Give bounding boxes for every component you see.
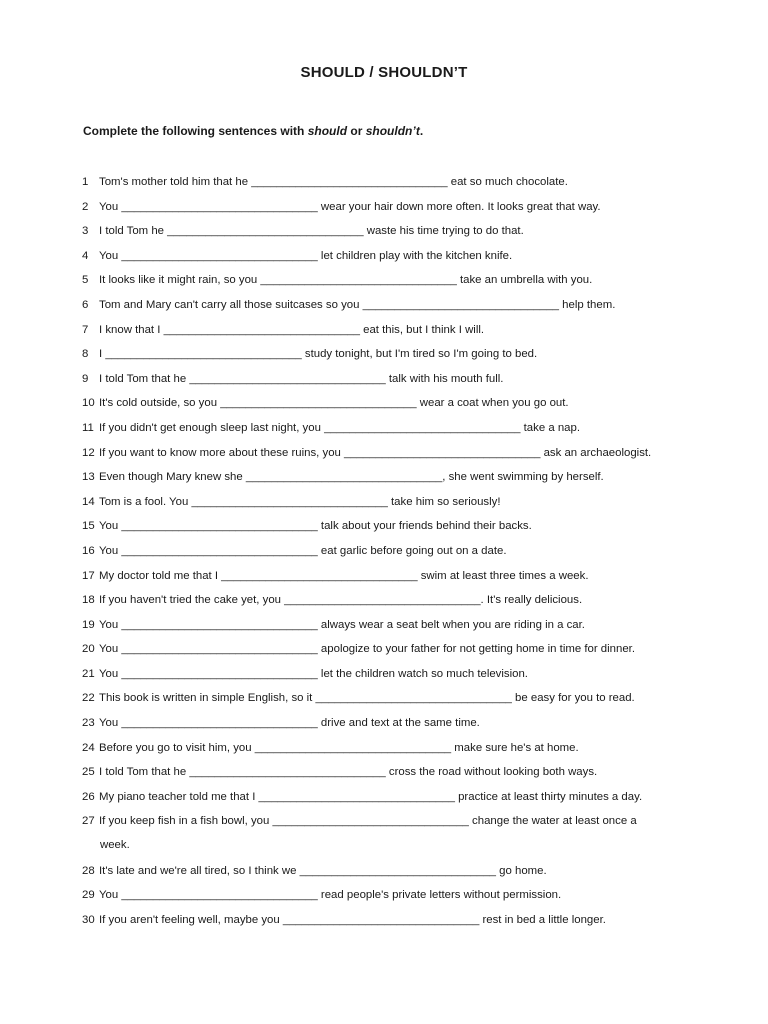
sentence-text: If you haven't tried the cake yet, you _______________________________. It's really delicious. bbox=[99, 594, 583, 607]
sentence-item bbox=[82, 715, 702, 740]
sentence-item bbox=[82, 494, 702, 519]
sentence-item bbox=[82, 174, 702, 199]
sentence-continuation: week. bbox=[100, 839, 130, 852]
sentence-item bbox=[82, 248, 702, 273]
sentence-number: 18 bbox=[82, 594, 95, 607]
sentence-text: Even though Mary knew she _______________________________, she went swimming by herself. bbox=[99, 471, 604, 484]
sentence-number: 25 bbox=[82, 766, 95, 779]
sentence-item bbox=[82, 690, 702, 715]
sentence-text: I know that I _______________________________ eat this, but I think I will. bbox=[99, 323, 485, 336]
sentence-number: 19 bbox=[82, 618, 95, 631]
instruction-word-should: should bbox=[307, 124, 348, 138]
sentence-item bbox=[82, 887, 702, 912]
sentence-text: If you aren't feeling well, maybe you _______________________________ rest in bed a little longer. bbox=[99, 913, 606, 926]
sentence-item bbox=[82, 912, 702, 937]
instruction-suffix: . bbox=[419, 124, 424, 138]
sentence-item bbox=[82, 518, 702, 543]
sentence-text: You _______________________________ talk about your friends behind their backs. bbox=[99, 520, 532, 533]
sentence-item bbox=[82, 420, 702, 445]
sentence-number: 22 bbox=[82, 692, 95, 705]
sentence-number: 4 bbox=[82, 249, 89, 262]
sentence-number: 6 bbox=[82, 298, 89, 311]
sentence-number: 20 bbox=[82, 643, 95, 656]
sentence-number: 9 bbox=[82, 372, 89, 385]
sentence-item bbox=[82, 199, 702, 224]
sentence-text: It looks like it might rain, so you _______________________________ take an umbrella with you. bbox=[99, 274, 593, 287]
sentence-number: 28 bbox=[82, 864, 95, 877]
sentence-number: 14 bbox=[82, 495, 95, 508]
sentence-text: You _______________________________ wear your hair down more often. It looks great that way. bbox=[99, 200, 601, 213]
sentence-item bbox=[82, 272, 702, 297]
instruction bbox=[83, 124, 423, 138]
sentence-number: 10 bbox=[82, 397, 95, 410]
sentence-text: You _______________________________ drive and text at the same time. bbox=[99, 717, 480, 730]
sentence-text: You _______________________________ eat garlic before going out on a date. bbox=[99, 544, 507, 557]
sentence-text: If you keep fish in a fish bowl, you _______________________________ change the water at least once a bbox=[99, 815, 637, 828]
sentence-text: You _______________________________ always wear a seat belt when you are riding in a car. bbox=[99, 618, 585, 631]
sentence-item bbox=[82, 641, 702, 666]
sentence-number: 13 bbox=[82, 471, 95, 484]
sentence-number: 29 bbox=[82, 889, 95, 902]
sentence-item bbox=[82, 813, 702, 862]
sentence-item bbox=[82, 666, 702, 691]
sentence-text: I told Tom that he _______________________________ cross the road without looking both ways. bbox=[99, 766, 598, 779]
sentence-item bbox=[82, 863, 702, 888]
sentence-text: If you didn't get enough sleep last night, you _______________________________ take a nap. bbox=[99, 421, 580, 434]
sentence-item bbox=[82, 223, 702, 248]
sentence-item bbox=[82, 322, 702, 347]
sentence-text: You _______________________________ read people's private letters without permission. bbox=[99, 889, 562, 902]
sentence-number: 12 bbox=[82, 446, 95, 459]
instruction-word-shouldnt: shouldn’t bbox=[365, 124, 420, 138]
instruction-prefix: Complete the following sentences with bbox=[83, 124, 308, 138]
sentence-list bbox=[82, 174, 702, 936]
sentence-number: 15 bbox=[82, 520, 95, 533]
sentence-item bbox=[82, 346, 702, 371]
sentence-text: If you want to know more about these ruins, you _______________________________ ask an archaeologist. bbox=[99, 446, 652, 459]
sentence-text: You _______________________________ apologize to your father for not getting home in time for dinner. bbox=[99, 643, 635, 656]
sentence-text: It's cold outside, so you _______________________________ wear a coat when you go out. bbox=[99, 397, 569, 410]
sentence-number: 21 bbox=[82, 667, 95, 680]
sentence-number: 1 bbox=[82, 176, 89, 188]
sentence-number: 24 bbox=[82, 741, 95, 754]
sentence-text: I told Tom he _______________________________ waste his time trying to do that. bbox=[99, 225, 524, 238]
sentence-number: 11 bbox=[82, 421, 94, 434]
sentence-number: 3 bbox=[82, 225, 89, 238]
instruction-middle: or bbox=[347, 124, 366, 138]
sentence-text: Tom's mother told him that he _______________________________ eat so much chocolate. bbox=[99, 176, 568, 188]
sentence-number: 8 bbox=[82, 348, 89, 361]
sentence-item bbox=[82, 445, 702, 470]
sentence-item bbox=[82, 568, 702, 593]
sentence-item bbox=[82, 371, 702, 396]
sentence-text: Tom and Mary can't carry all those suitcases so you _______________________________ help them. bbox=[99, 298, 616, 311]
sentence-number: 2 bbox=[82, 200, 89, 213]
sentence-number: 5 bbox=[82, 274, 89, 287]
sentence-number: 27 bbox=[82, 815, 95, 828]
sentence-item bbox=[82, 789, 702, 814]
sentence-number: 16 bbox=[82, 544, 95, 557]
sentence-text: I _______________________________ study tonight, but I'm tired so I'm going to bed. bbox=[99, 348, 538, 361]
sentence-item bbox=[82, 297, 702, 322]
sentence-text: You _______________________________ let the children watch so much television. bbox=[99, 667, 528, 680]
sentence-text: I told Tom that he _______________________________ talk with his mouth full. bbox=[99, 372, 504, 385]
sentence-number: 7 bbox=[82, 323, 89, 336]
sentence-text: You _______________________________ let children play with the kitchen knife. bbox=[99, 249, 513, 262]
sentence-item bbox=[82, 764, 702, 789]
sentence-item bbox=[82, 395, 702, 420]
sentence-text: My doctor told me that I _______________________________ swim at least three times a week. bbox=[99, 569, 589, 582]
sentence-text: Before you go to visit him, you _______________________________ make sure he's at home. bbox=[99, 741, 579, 754]
sentence-text: It's late and we're all tired, so I think we _______________________________ go home. bbox=[99, 864, 547, 877]
sentence-text: Tom is a fool. You _______________________________ take him so seriously! bbox=[99, 495, 501, 508]
sentence-number: 26 bbox=[82, 790, 95, 803]
sentence-item bbox=[82, 469, 702, 494]
sentence-item bbox=[82, 740, 702, 765]
sentence-item bbox=[82, 543, 702, 568]
sentence-text: My piano teacher told me that I _______________________________ practice at least thirty minutes a day. bbox=[99, 790, 643, 803]
sentence-number: 23 bbox=[82, 717, 95, 730]
worksheet-title: SHOULD / SHOULDN’T bbox=[300, 64, 468, 81]
sentence-item bbox=[82, 592, 702, 617]
sentence-text: This book is written in simple English, so it _______________________________ be easy for you to read. bbox=[99, 692, 635, 705]
sentence-number: 30 bbox=[82, 913, 95, 926]
sentence-item bbox=[82, 617, 702, 642]
sentence-number: 17 bbox=[82, 569, 95, 582]
